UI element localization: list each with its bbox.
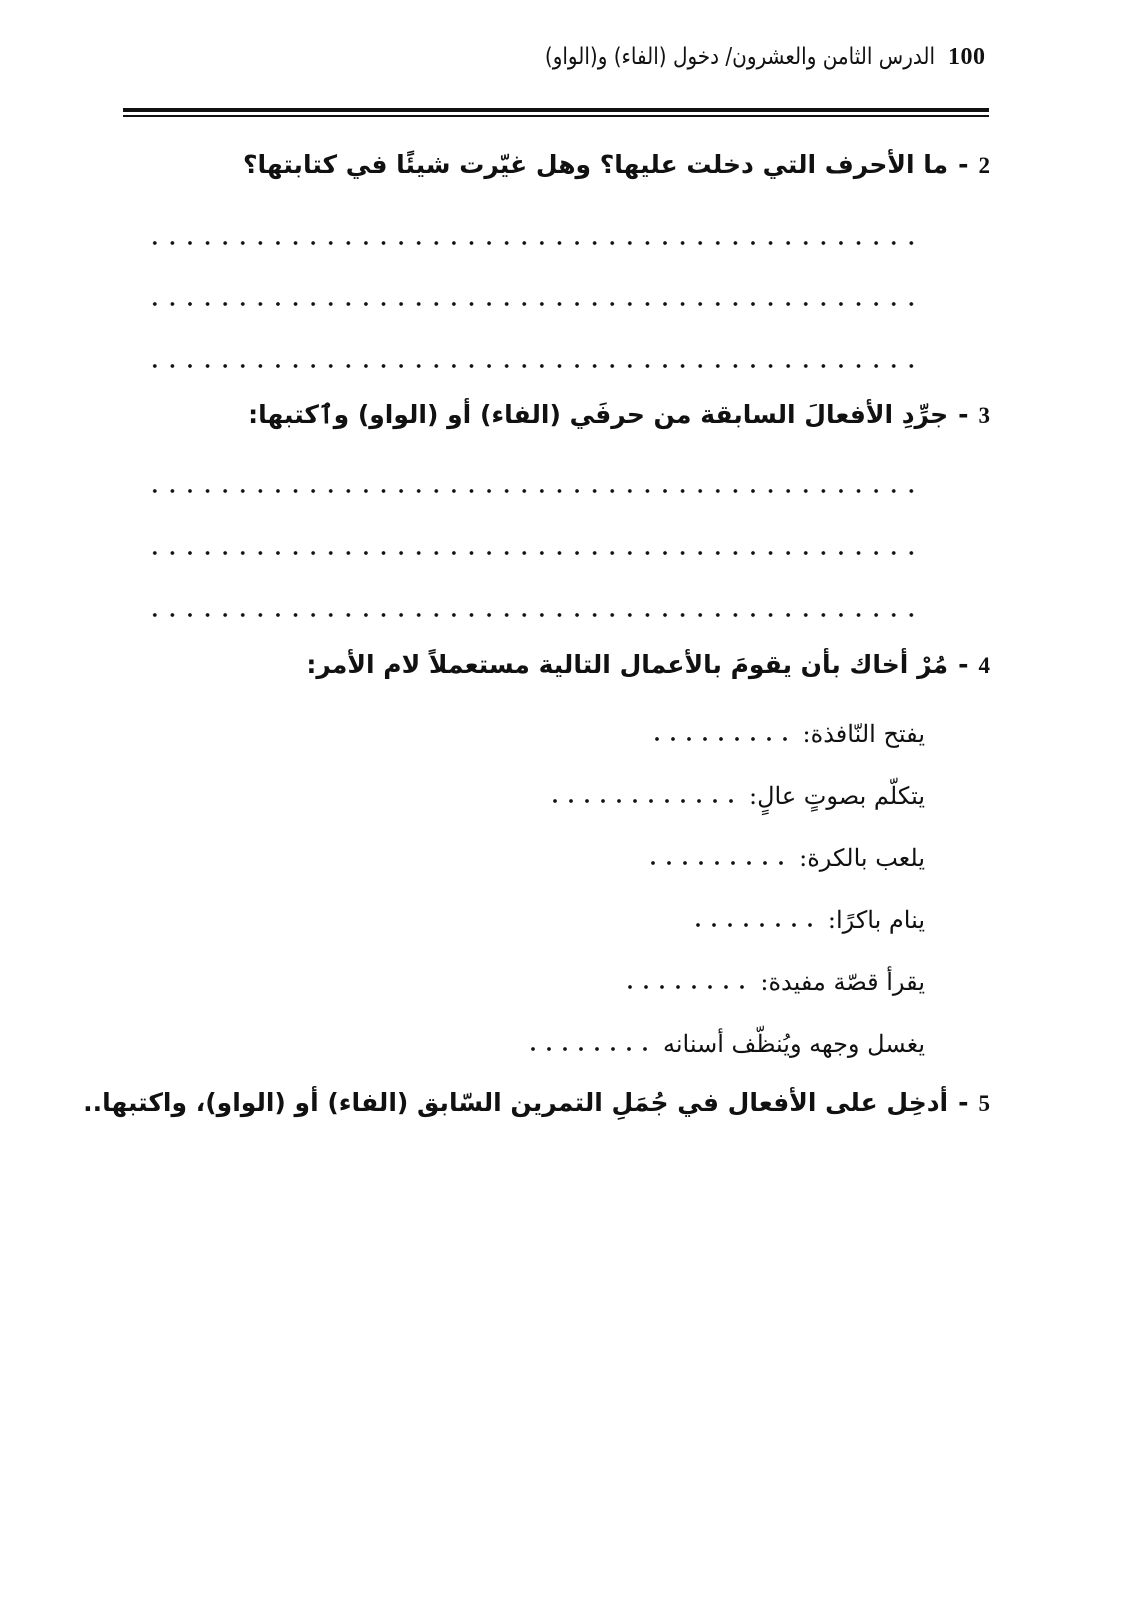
question-5 xyxy=(83,1088,990,1118)
question-dash: - xyxy=(958,400,969,429)
header-rule-thin xyxy=(123,115,989,117)
answer-blank[interactable] xyxy=(651,860,789,866)
answer-blank[interactable] xyxy=(531,1046,653,1052)
answer-blank[interactable] xyxy=(553,798,739,804)
answer-line[interactable] xyxy=(146,548,922,558)
question-2 xyxy=(243,150,990,180)
exercise-item xyxy=(531,1030,925,1059)
answer-line[interactable] xyxy=(146,299,922,309)
item-label: يتكلّم بصوتٍ عالٍ: xyxy=(749,782,925,810)
question-number: 4 xyxy=(978,653,990,678)
question-text: مُرْ أخاك بأن يقومَ بالأعمال التالية مستعملاً لام الأمر: xyxy=(306,650,949,679)
exercise-item xyxy=(553,782,925,811)
question-number: 2 xyxy=(978,153,990,178)
running-head: الدرس الثامن والعشرون/ دخول (الفاء) و(الواو) xyxy=(544,42,935,70)
question-text: جرِّدِ الأفعالَ السابقة من حرفَي (الفاء) أو (الواو) وٱكتبها: xyxy=(248,400,949,429)
answer-line[interactable] xyxy=(146,361,922,371)
answer-blank[interactable] xyxy=(655,736,793,742)
question-dash: - xyxy=(958,150,969,179)
answer-blank[interactable] xyxy=(696,922,818,928)
question-4 xyxy=(306,650,990,680)
question-number: 3 xyxy=(978,403,990,428)
answer-blank[interactable] xyxy=(628,984,750,990)
exercise-item xyxy=(696,906,925,935)
question-dash: - xyxy=(958,1088,969,1117)
exercise-item xyxy=(655,720,925,749)
question-number: 5 xyxy=(978,1091,990,1116)
answer-line[interactable] xyxy=(146,610,922,620)
exercise-item xyxy=(651,844,925,873)
exercise-item xyxy=(628,968,925,997)
answer-line[interactable] xyxy=(146,486,922,496)
question-text: ما الأحرف التي دخلت عليها؟ وهل غيّرت شيئًا في كتابتها؟ xyxy=(242,150,949,179)
question-text: أدخِل على الأفعال في جُمَلِ التمرين السّابق (الفاء) أو (الواو)، واكتبها.. xyxy=(83,1088,949,1117)
item-label: يفتح النّافذة: xyxy=(802,720,925,748)
answer-line[interactable] xyxy=(146,238,922,248)
item-label: يقرأ قصّة مفيدة: xyxy=(760,968,925,996)
question-3 xyxy=(248,400,990,430)
page-number: 100 xyxy=(948,44,986,70)
header-rule-thick xyxy=(123,108,989,112)
item-label: يلعب بالكرة: xyxy=(799,844,925,872)
question-dash: - xyxy=(958,650,969,679)
item-label: ينام باكرًا: xyxy=(827,906,925,934)
item-label: يغسل وجهه ويُنظّف أسنانه xyxy=(662,1030,925,1058)
